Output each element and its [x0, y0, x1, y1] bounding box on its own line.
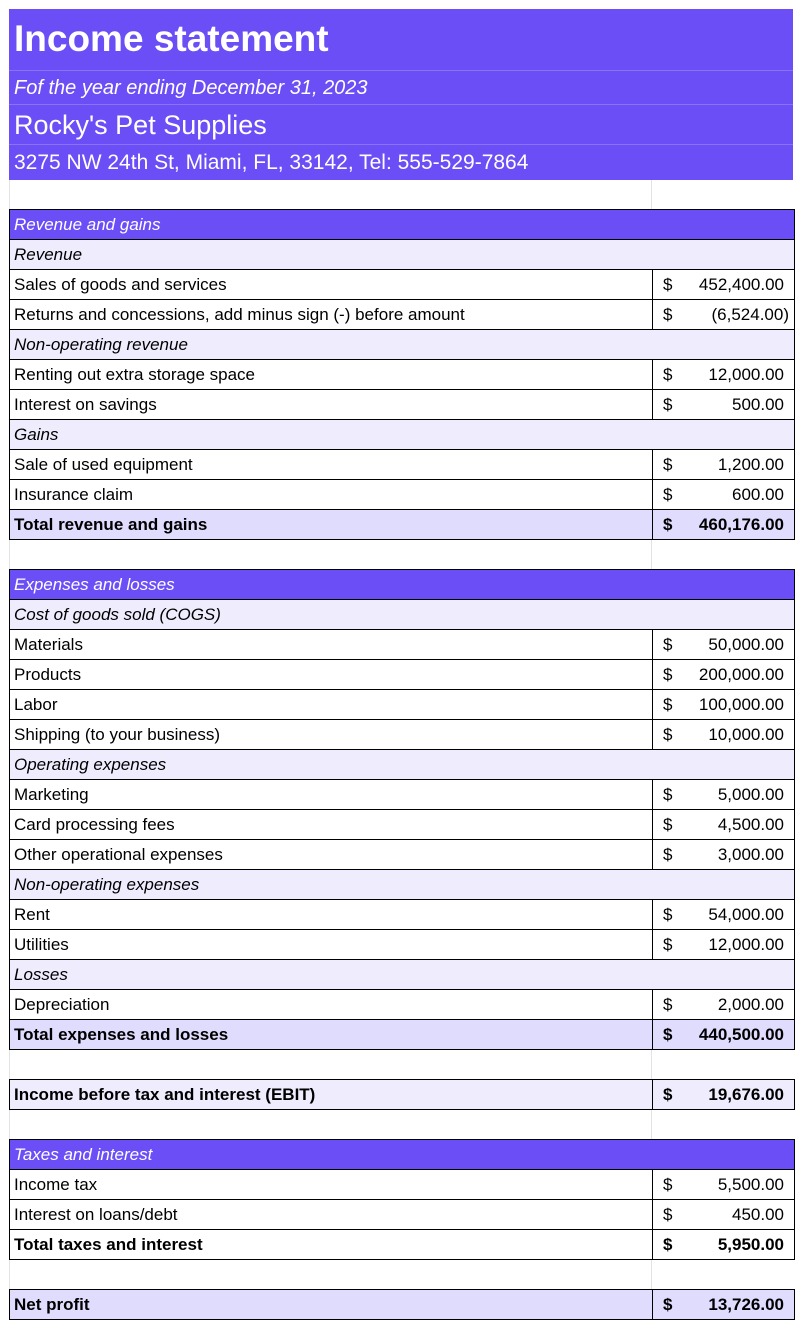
line-item-depreciation[interactable] — [10, 990, 794, 1020]
subsection-label: Operating expenses — [14, 755, 167, 774]
amount-value: 13,726.00 — [708, 1295, 784, 1314]
amount-value: 452,400.00 — [698, 275, 784, 294]
line-item-loan-interest[interactable] — [10, 1200, 794, 1230]
ebit-label: Income before tax and interest (EBIT) — [14, 1085, 316, 1104]
subsection-losses[interactable] — [10, 960, 794, 990]
currency-symbol: $ — [663, 935, 673, 954]
line-item-amount — [652, 930, 794, 959]
subsection-cogs[interactable] — [10, 600, 794, 630]
amount-value: 54,000.00 — [708, 905, 784, 924]
currency-symbol: $ — [663, 275, 673, 294]
blank-row — [0, 540, 800, 569]
total-taxes-row[interactable] — [10, 1230, 794, 1260]
line-item-amount — [652, 300, 794, 329]
currency-symbol: $ — [663, 485, 673, 504]
line-item-amount — [652, 1170, 794, 1199]
total-expenses-row[interactable] — [10, 1020, 794, 1050]
amount-value: 5,500.00 — [717, 1175, 784, 1194]
line-item-label: Sales of goods and services — [14, 275, 227, 294]
currency-symbol: $ — [663, 455, 673, 474]
amount-value: 500.00 — [732, 395, 784, 414]
subsection-gains[interactable] — [10, 420, 794, 450]
amount-value: 100,000.00 — [698, 695, 784, 714]
line-item-amount — [652, 270, 794, 299]
line-item-label: Renting out extra storage space — [14, 365, 255, 384]
section-label: Revenue and gains — [10, 210, 652, 239]
amount-value: 1,200.00 — [717, 455, 784, 474]
section-header-revenue[interactable] — [10, 210, 794, 240]
currency-symbol: $ — [663, 1295, 673, 1314]
line-item-label: Products — [14, 665, 82, 684]
amount-value: 12,000.00 — [708, 935, 784, 954]
currency-symbol: $ — [663, 1205, 673, 1224]
line-item-amount — [652, 390, 794, 419]
statement-period[interactable]: Fof the year ending December 31, 2023 — [9, 71, 793, 105]
ebit-row[interactable] — [10, 1080, 794, 1110]
currency-symbol: $ — [663, 815, 673, 834]
revenue-table — [9, 209, 795, 540]
subsection-operating-expenses[interactable] — [10, 750, 794, 780]
line-item-label: Marketing — [14, 785, 89, 804]
ebit-amount — [652, 1080, 794, 1109]
statement-header — [9, 9, 793, 180]
currency-symbol: $ — [663, 785, 673, 804]
line-item-insurance[interactable] — [10, 480, 794, 510]
line-item-card-fees[interactable] — [10, 810, 794, 840]
amount-value: 460,176.00 — [698, 515, 784, 534]
amount-value: 4,500.00 — [717, 815, 784, 834]
line-item-label: Rent — [14, 905, 50, 924]
net-profit-amount — [652, 1290, 794, 1319]
section-label: Taxes and interest — [10, 1140, 652, 1169]
subsection-label: Revenue — [14, 245, 83, 264]
line-item-marketing[interactable] — [10, 780, 794, 810]
line-item-rent[interactable] — [10, 900, 794, 930]
section-header-expenses[interactable] — [10, 570, 794, 600]
taxes-table — [9, 1139, 795, 1260]
net-profit-label: Net profit — [14, 1295, 90, 1314]
subsection-label: Non-operating revenue — [14, 335, 188, 354]
line-item-label: Insurance claim — [14, 485, 134, 504]
currency-symbol: $ — [663, 665, 673, 684]
line-item-amount — [652, 840, 794, 869]
currency-symbol: $ — [663, 395, 673, 414]
line-item-amount — [652, 780, 794, 809]
section-header-taxes[interactable] — [10, 1140, 794, 1170]
amount-value: 50,000.00 — [708, 635, 784, 654]
amount-value: 2,000.00 — [717, 995, 784, 1014]
subsection-revenue[interactable] — [10, 240, 794, 270]
company-address[interactable]: 3275 NW 24th St, Miami, FL, 33142, Tel: 555-529-7864 — [14, 151, 529, 174]
currency-symbol: $ — [663, 365, 673, 384]
currency-symbol: $ — [663, 1235, 673, 1254]
subsection-label: Gains — [14, 425, 59, 444]
amount-value: 3,000.00 — [717, 845, 784, 864]
line-item-label: Sale of used equipment — [14, 455, 193, 474]
blank-row — [0, 1050, 800, 1079]
currency-symbol: $ — [663, 515, 673, 534]
line-item-amount — [652, 480, 794, 509]
line-item-materials[interactable] — [10, 630, 794, 660]
subsection-nonop-expenses[interactable] — [10, 870, 794, 900]
line-item-amount — [652, 810, 794, 839]
line-item-amount — [652, 630, 794, 659]
currency-symbol: $ — [663, 1175, 673, 1194]
blank-row — [0, 1260, 800, 1289]
line-item-amount — [652, 900, 794, 929]
line-item-income-tax[interactable] — [10, 1170, 794, 1200]
line-item-products[interactable] — [10, 660, 794, 690]
line-item-label: Materials — [14, 635, 83, 654]
amount-value: 12,000.00 — [708, 365, 784, 384]
line-item-label: Income tax — [14, 1175, 98, 1194]
line-item-returns[interactable] — [10, 300, 794, 330]
line-item-labor[interactable] — [10, 690, 794, 720]
total-label: Total taxes and interest — [14, 1235, 203, 1254]
line-item-label: Interest on savings — [14, 395, 157, 414]
line-item-amount — [652, 1200, 794, 1229]
line-item-renting[interactable] — [10, 360, 794, 390]
line-item-amount — [652, 990, 794, 1019]
statement-title[interactable]: Income statement — [9, 9, 793, 71]
expenses-table — [9, 569, 795, 1050]
amount-value: 450.00 — [732, 1205, 784, 1224]
section-label: Expenses and losses — [10, 570, 652, 599]
net-profit-table — [9, 1289, 795, 1320]
currency-symbol: $ — [663, 1085, 673, 1104]
total-label: Total revenue and gains — [14, 515, 208, 534]
amount-value: 600.00 — [732, 485, 784, 504]
amount-value: (6,524.00) — [711, 305, 789, 324]
line-item-label: Shipping (to your business) — [14, 725, 221, 744]
total-revenue-row[interactable] — [10, 510, 794, 540]
line-item-utilities[interactable] — [10, 930, 794, 960]
line-item-label: Depreciation — [14, 995, 110, 1014]
line-item-label: Utilities — [14, 935, 69, 954]
subsection-nonop-revenue[interactable] — [10, 330, 794, 360]
section-amount-cell — [652, 210, 794, 239]
line-item-amount — [652, 450, 794, 479]
total-amount — [652, 1230, 794, 1259]
amount-value: 200,000.00 — [698, 665, 784, 684]
line-item-label: Other operational expenses — [14, 845, 223, 864]
line-item-amount — [652, 360, 794, 389]
total-amount — [652, 1020, 794, 1049]
currency-symbol: $ — [663, 845, 673, 864]
total-label: Total expenses and losses — [14, 1025, 229, 1044]
currency-symbol: $ — [663, 995, 673, 1014]
currency-symbol: $ — [663, 695, 673, 714]
currency-symbol: $ — [663, 305, 673, 324]
currency-symbol: $ — [663, 905, 673, 924]
line-item-amount — [652, 720, 794, 749]
subsection-label: Cost of goods sold (COGS) — [14, 605, 221, 624]
income-statement-sheet — [0, 9, 800, 1320]
line-item-equipment[interactable] — [10, 450, 794, 480]
line-item-sales[interactable] — [10, 270, 794, 300]
amount-value: 19,676.00 — [708, 1085, 784, 1104]
line-item-amount — [652, 660, 794, 689]
amount-value: 440,500.00 — [698, 1025, 784, 1044]
total-amount — [652, 510, 794, 539]
subsection-label: Non-operating expenses — [14, 875, 200, 894]
net-profit-row[interactable] — [10, 1290, 794, 1320]
currency-symbol: $ — [663, 725, 673, 744]
line-item-label: Returns and concessions, add minus sign (-) before amount — [14, 305, 465, 324]
line-item-label: Interest on loans/debt — [14, 1205, 178, 1224]
company-name[interactable]: Rocky's Pet Supplies — [9, 105, 793, 145]
line-item-label: Card processing fees — [14, 815, 175, 834]
currency-symbol: $ — [663, 1025, 673, 1044]
blank-row — [0, 1110, 800, 1139]
currency-symbol: $ — [663, 635, 673, 654]
amount-value: 10,000.00 — [708, 725, 784, 744]
blank-row — [0, 180, 800, 209]
line-item-interest-savings[interactable] — [10, 390, 794, 420]
line-item-shipping[interactable] — [10, 720, 794, 750]
section-amount-cell — [652, 1140, 794, 1169]
line-item-label: Labor — [14, 695, 58, 714]
section-amount-cell — [652, 570, 794, 599]
line-item-amount — [652, 690, 794, 719]
ebit-table — [9, 1079, 795, 1110]
subsection-label: Losses — [14, 965, 68, 984]
amount-value: 5,950.00 — [717, 1235, 784, 1254]
line-item-other-opex[interactable] — [10, 840, 794, 870]
amount-value: 5,000.00 — [717, 785, 784, 804]
